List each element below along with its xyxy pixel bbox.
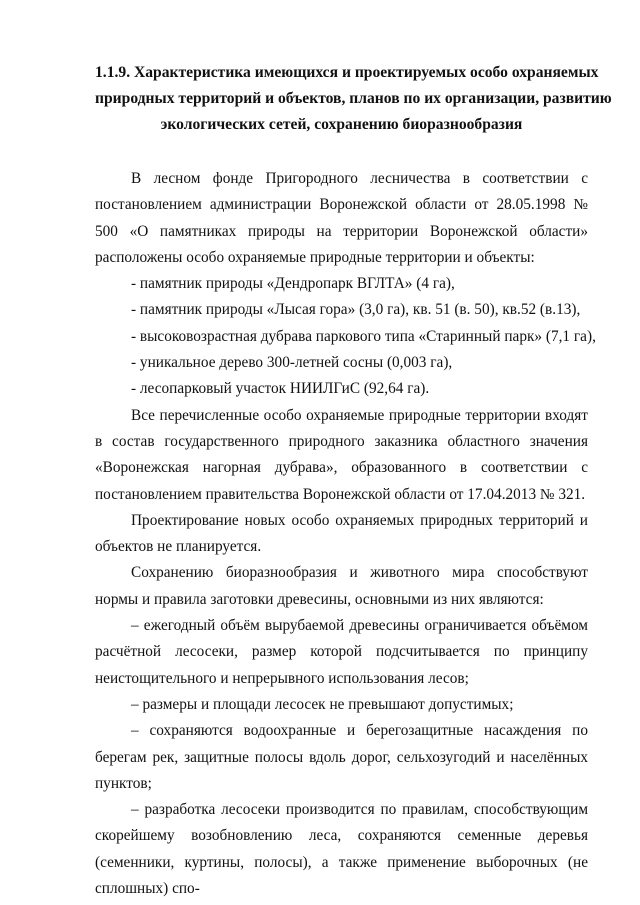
heading-line-2: природных территорий и объектов, планов по их организации, развитию: [95, 90, 612, 107]
paragraph-rule-volume: – ежегодный объём вырубаемой древесины ограничивается объёмом расчётной лесосеки, размер которой подсчитывается по принципу неистощительного и непрерывного использования лесов;: [95, 617, 588, 687]
paragraph-reserve: Все перечисленные особо охраняемые природные территории входят в состав государственного природного заказника областного значения «Воронежская нагорная дубрава», образованного в соответствии с постановлением правительства Воронежской области от 17.04.2013 № 321.: [95, 406, 588, 503]
protected-objects-list: [95, 271, 596, 402]
list-item: - лесопарковый участок НИИЛГиС (92,64 га).: [131, 380, 430, 398]
paragraph-rule-regeneration: – разработка лесосеки производится по правилам, способствующим скорейшему возобновлению леса, сохраняются семенные деревья (семенники, куртины, полосы), а также применение выборочных (не сплошных) спо-: [95, 801, 588, 898]
paragraph-planning: Проектирование новых особо охраняемых природных территорий и объектов не планируется.: [95, 511, 588, 556]
heading-line-1: 1.1.9. Характеристика имеющихся и проектируемых особо охраняемых: [95, 64, 599, 81]
paragraph-biodiversity: Сохранению биоразнообразия и животного мира способствуют нормы и правила заготовки древесины, основными из них являются:: [95, 564, 588, 608]
paragraph-rule-protection: – сохраняются водоохранные и берегозащитные насаждения по берегам рек, защитные полосы вдоль дорог, сельхозугодий и населённых пунктов;: [95, 722, 588, 792]
list-item: - уникальное дерево 300-летней сосны (0,003 га),: [131, 354, 453, 372]
list-item: - памятник природы «Лысая гора» (3,0 га), кв. 51 (в. 50), кв.52 (в.13),: [131, 301, 581, 319]
section-heading: [95, 60, 612, 138]
heading-line-3: экологических сетей, сохранению биоразнообразия: [160, 116, 523, 133]
list-item: - высоковозрастная дубрава паркового типа «Старинный парк» (7,1 га),: [131, 327, 596, 345]
paragraph-intro: В лесном фонде Пригородного лесничества в соответствии с постановлением администрации Воронежской области от 28.05.1998 № 500 «О памятниках природы на территории Воронежской области» расположены особо охраняемые природные территории и объекты:: [95, 170, 588, 266]
list-item: - памятник природы «Дендропарк ВГЛТА» (4 га),: [131, 275, 455, 293]
paragraph-rule-size: – размеры и площади лесосек не превышают допустимых;: [131, 695, 514, 713]
